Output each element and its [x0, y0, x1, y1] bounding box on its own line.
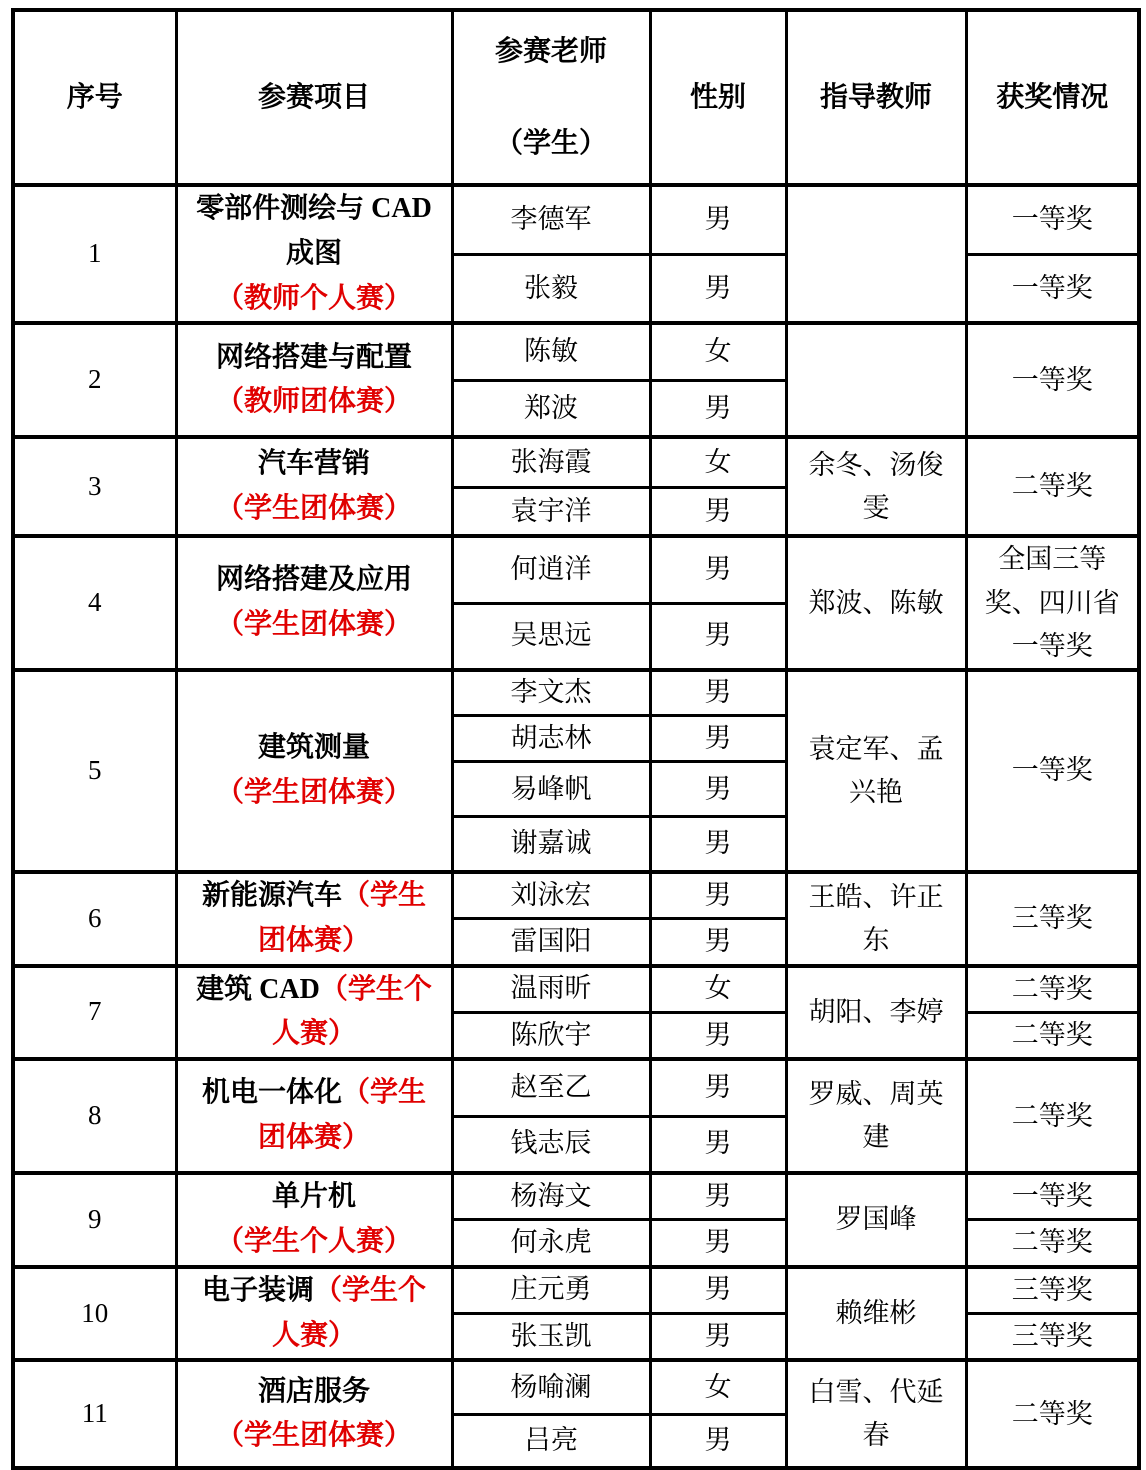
award-cell: 一等奖 [966, 254, 1139, 323]
award-cell: 一等奖 [966, 1173, 1139, 1220]
award-cell: 一等奖 [966, 670, 1139, 872]
award-cell: 一等奖 [966, 185, 1139, 254]
participant-name-cell: 刘泳宏 [452, 872, 650, 919]
project-category-tag: （教师团体赛） [215, 386, 412, 418]
award-cell: 二等奖 [966, 966, 1139, 1013]
project-name: 单片机 [271, 1181, 356, 1213]
header-row [13, 10, 1139, 185]
advisor-cell: 罗威、周英建 [786, 1059, 966, 1173]
project-name: 新能源汽车 [201, 879, 342, 911]
table-header [13, 10, 1139, 185]
gender-cell: 男 [650, 603, 786, 670]
project-name: 网络搭建与配置 [215, 341, 412, 373]
gender-cell: 男 [650, 536, 786, 603]
serial-cell: 4 [13, 536, 176, 670]
project-cell [176, 1360, 452, 1468]
gender-cell: 女 [650, 323, 786, 380]
gender-cell: 男 [650, 919, 786, 966]
participant-name-cell: 何永虎 [452, 1220, 650, 1267]
table-row [13, 536, 1139, 603]
serial-cell: 1 [13, 185, 176, 323]
participant-name-cell: 杨海文 [452, 1173, 650, 1220]
serial-cell: 6 [13, 872, 176, 966]
award-cell: 二等奖 [966, 1360, 1139, 1468]
award-cell: 三等奖 [966, 872, 1139, 966]
col-header-advisor: 指导教师 [786, 10, 966, 185]
table-row [13, 1173, 1139, 1220]
advisor-cell: 胡阳、李婷 [786, 966, 966, 1060]
project-name: 机电一体化 [201, 1077, 342, 1109]
serial-cell: 9 [13, 1173, 176, 1267]
award-cell: 二等奖 [966, 437, 1139, 536]
project-name: 网络搭建及应用 [215, 564, 412, 596]
serial-cell: 10 [13, 1267, 176, 1361]
advisor-cell: 余冬、汤俊雯 [786, 437, 966, 536]
gender-cell: 男 [650, 670, 786, 716]
participant-name-cell: 袁宇洋 [452, 487, 650, 536]
participant-name-cell: 钱志辰 [452, 1116, 650, 1173]
award-cell: 一等奖 [966, 323, 1139, 437]
gender-cell: 男 [650, 185, 786, 254]
serial-cell: 5 [13, 670, 176, 872]
project-name: 建筑 CAD [196, 973, 320, 1005]
project-name: 酒店服务 [257, 1375, 370, 1407]
project-category-tag: （学生团体赛） [257, 879, 427, 956]
participant-name-cell: 胡志林 [452, 716, 650, 762]
project-category-tag: （学生团体赛） [257, 1077, 427, 1154]
col-header-gender: 性别 [650, 10, 786, 185]
project-cell [176, 185, 452, 323]
project-cell [176, 437, 452, 536]
gender-cell: 男 [650, 1314, 786, 1361]
gender-cell: 男 [650, 762, 786, 817]
table-row [13, 966, 1139, 1013]
project-category-tag: （教师个人赛） [215, 282, 412, 314]
table-row [13, 1360, 1139, 1414]
table-row [13, 670, 1139, 716]
gender-cell: 男 [650, 487, 786, 536]
project-category-tag: （学生团体赛） [215, 609, 412, 641]
gender-cell: 男 [650, 1173, 786, 1220]
table-row [13, 872, 1139, 919]
participant-name-cell: 张玉凯 [452, 1314, 650, 1361]
project-name: 汽车营销 [257, 448, 370, 480]
award-cell: 全国三等奖、四川省一等奖 [966, 536, 1139, 670]
col-header-award: 获奖情况 [966, 10, 1139, 185]
advisor-cell [786, 185, 966, 323]
serial-cell: 2 [13, 323, 176, 437]
advisor-cell: 郑波、陈敏 [786, 536, 966, 670]
participant-name-cell: 温雨昕 [452, 966, 650, 1013]
project-name: 电子装调 [201, 1274, 314, 1306]
table-row [13, 1267, 1139, 1314]
project-cell [176, 1059, 452, 1173]
participant-name-cell: 陈敏 [452, 323, 650, 380]
advisor-cell [786, 323, 966, 437]
participant-name-cell: 何逍洋 [452, 536, 650, 603]
project-cell [176, 966, 452, 1060]
gender-cell: 女 [650, 437, 786, 487]
gender-cell: 女 [650, 1360, 786, 1414]
advisor-cell: 王皓、许正东 [786, 872, 966, 966]
participant-name-cell: 杨喻澜 [452, 1360, 650, 1414]
participant-name-cell: 张海霞 [452, 437, 650, 487]
advisor-cell: 赖维彬 [786, 1267, 966, 1361]
participant-name-cell: 雷国阳 [452, 919, 650, 966]
participant-name-cell: 赵至乙 [452, 1059, 650, 1116]
participant-name-cell: 李文杰 [452, 670, 650, 716]
col-header-project: 参赛项目 [176, 10, 452, 185]
project-cell [176, 536, 452, 670]
project-cell [176, 872, 452, 966]
participant-name-cell: 郑波 [452, 380, 650, 437]
project-cell [176, 1173, 452, 1267]
gender-cell: 男 [650, 380, 786, 437]
award-cell: 三等奖 [966, 1267, 1139, 1314]
award-cell: 三等奖 [966, 1314, 1139, 1361]
project-category-tag: （学生团体赛） [215, 492, 412, 524]
project-cell [176, 670, 452, 872]
col-header-serial: 序号 [13, 10, 176, 185]
col-header-participant-line2: （学生） [494, 127, 607, 159]
project-name: 零部件测绘与 CAD 成图 [196, 193, 432, 269]
gender-cell: 男 [650, 1059, 786, 1116]
project-category-tag: （学生团体赛） [215, 1420, 412, 1452]
competition-results-table [11, 8, 1141, 1470]
participant-name-cell: 吕亮 [452, 1414, 650, 1468]
award-cell: 二等奖 [966, 1012, 1139, 1059]
participant-name-cell: 张毅 [452, 254, 650, 323]
gender-cell: 男 [650, 1267, 786, 1314]
advisor-cell: 白雪、代延春 [786, 1360, 966, 1468]
table-row [13, 437, 1139, 487]
project-name: 建筑测量 [257, 732, 370, 764]
project-cell [176, 323, 452, 437]
participant-name-cell: 易峰帆 [452, 762, 650, 817]
serial-cell: 3 [13, 437, 176, 536]
participant-name-cell: 庄元勇 [452, 1267, 650, 1314]
serial-cell: 8 [13, 1059, 176, 1173]
table-row [13, 1059, 1139, 1116]
participant-name-cell: 李德军 [452, 185, 650, 254]
col-header-participant-line1: 参赛老师 [494, 36, 607, 68]
award-cell: 二等奖 [966, 1220, 1139, 1267]
advisor-cell: 罗国峰 [786, 1173, 966, 1267]
project-category-tag: （学生个人赛） [215, 1225, 412, 1257]
participant-name-cell: 陈欣宇 [452, 1012, 650, 1059]
gender-cell: 女 [650, 966, 786, 1013]
gender-cell: 男 [650, 817, 786, 872]
participant-name-cell: 谢嘉诚 [452, 817, 650, 872]
advisor-cell: 袁定军、孟兴艳 [786, 670, 966, 872]
gender-cell: 男 [650, 1414, 786, 1468]
award-cell: 二等奖 [966, 1059, 1139, 1173]
project-category-tag: （学生个人赛） [271, 1274, 427, 1351]
gender-cell: 男 [650, 872, 786, 919]
gender-cell: 男 [650, 1220, 786, 1267]
col-header-participant [452, 10, 650, 185]
project-cell [176, 1267, 452, 1361]
participant-name-cell: 吴思远 [452, 603, 650, 670]
project-category-tag: （学生个人赛） [271, 973, 432, 1050]
serial-cell: 11 [13, 1360, 176, 1468]
gender-cell: 男 [650, 254, 786, 323]
project-category-tag: （学生团体赛） [215, 776, 412, 808]
gender-cell: 男 [650, 1116, 786, 1173]
serial-cell: 7 [13, 966, 176, 1060]
gender-cell: 男 [650, 1012, 786, 1059]
gender-cell: 男 [650, 716, 786, 762]
table-row [13, 185, 1139, 254]
table-row [13, 323, 1139, 380]
